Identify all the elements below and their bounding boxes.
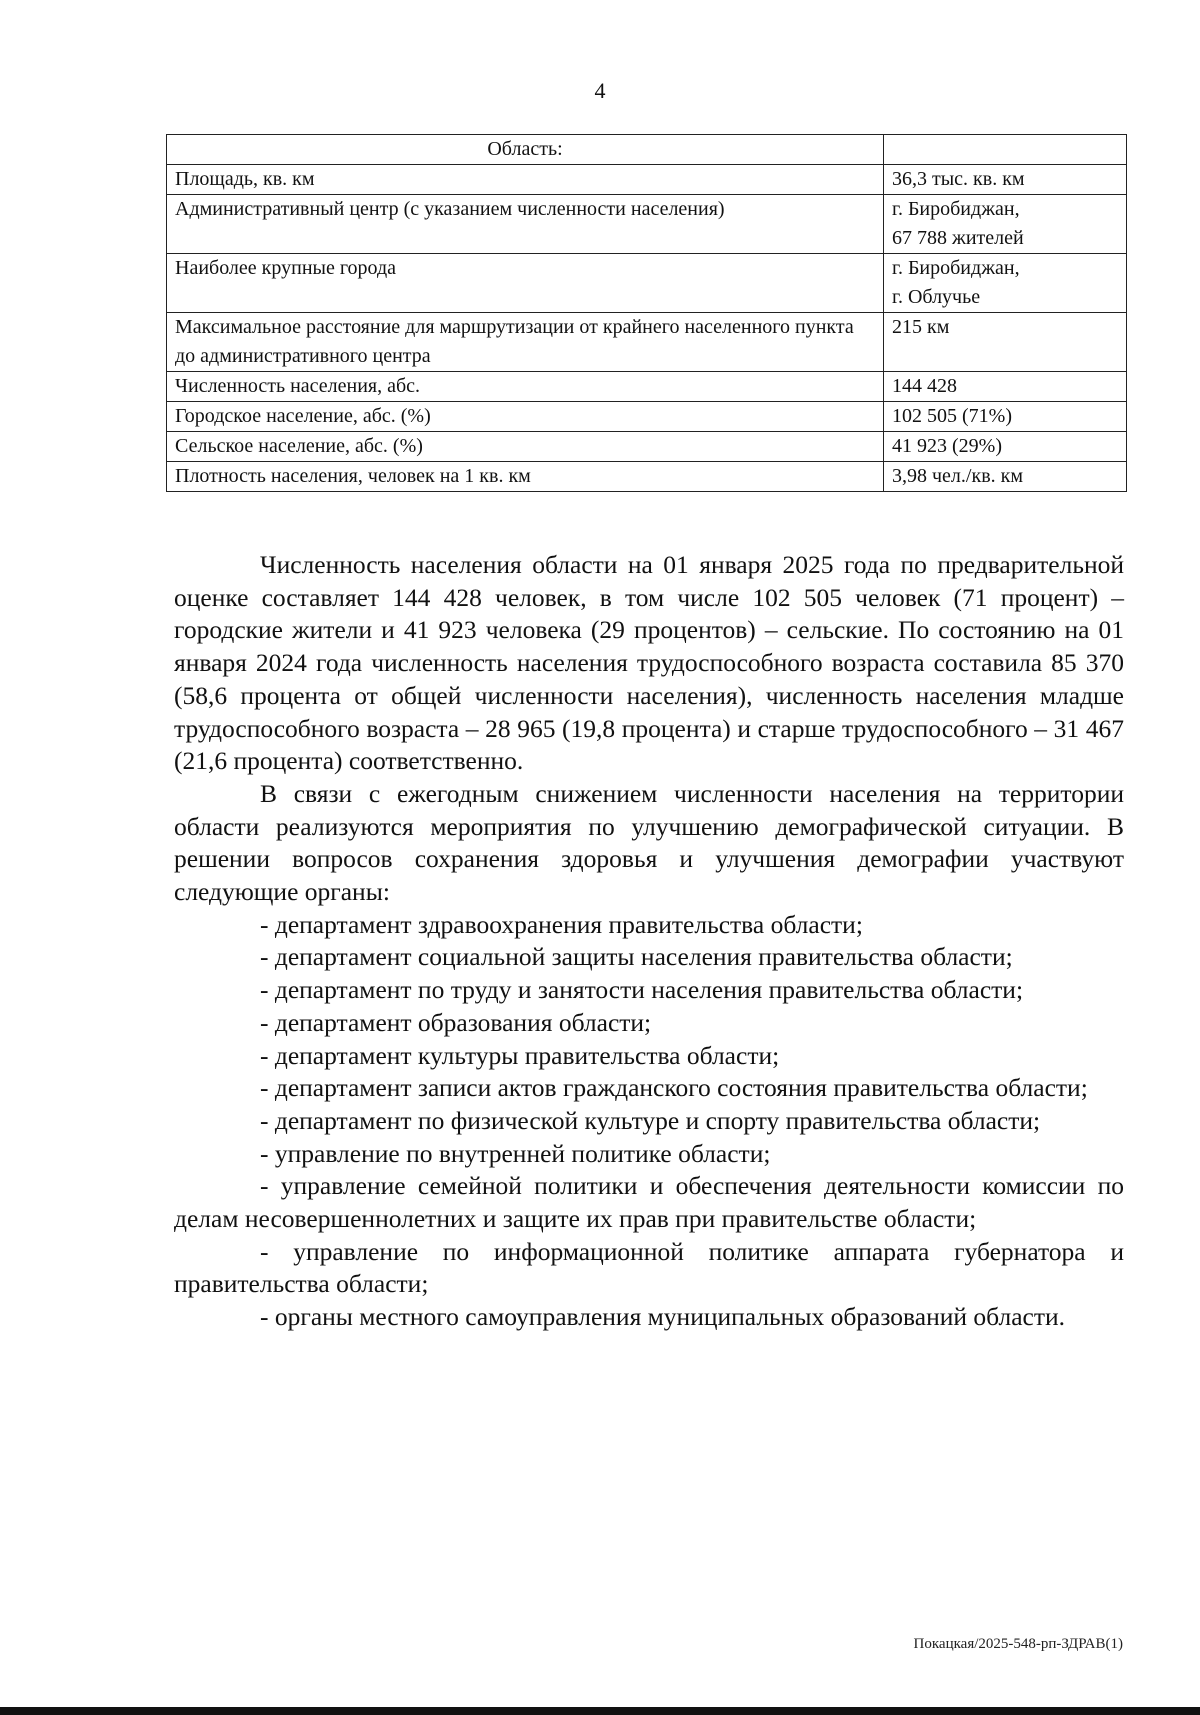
table-row-value bbox=[884, 372, 1127, 402]
paragraph: В связи с ежегодным снижением численности населения на территории области реализуются мероприятия по улучшению демографической ситуации. В решении вопросов сохранения здоровья и улучшения демографии участвуют следующие органы: bbox=[174, 778, 1124, 907]
table-row-value bbox=[884, 402, 1127, 432]
list-item: - органы местного самоуправления муниципальных образований области. bbox=[260, 1302, 1066, 1332]
table-header-row bbox=[167, 135, 1127, 165]
list-item: - департамент образования области; bbox=[260, 1007, 652, 1037]
table-row bbox=[167, 372, 1127, 402]
table-row-label: Максимальное расстояние для маршрутизации от крайнего населенного пункта до административного центра bbox=[167, 313, 884, 372]
table-row-label: Площадь, кв. км bbox=[167, 165, 884, 195]
table-row bbox=[167, 195, 1127, 254]
table-value-line: г. Биробиджан, bbox=[892, 198, 1020, 220]
list-item: - управление семейной политики и обеспечения деятельности комиссии по делам несовершеннолетних и защите их прав при правительстве области; bbox=[174, 1171, 1124, 1234]
table-row-label: Административный центр (с указанием численности населения) bbox=[167, 195, 884, 254]
table-row bbox=[167, 313, 1127, 372]
table-value-line: г. Биробиджан, bbox=[892, 257, 1020, 279]
list-item: - департамент социальной защиты населения правительства области; bbox=[260, 942, 1013, 972]
table-value-line: 67 788 жителей bbox=[892, 227, 1024, 249]
table-header-cell: Область: bbox=[167, 135, 884, 165]
scan-edge-bar bbox=[0, 1707, 1200, 1715]
table-row-value bbox=[884, 313, 1127, 372]
document-body bbox=[174, 549, 1124, 1334]
table-value-line: 102 505 (71%) bbox=[892, 405, 1012, 427]
list-item: - управление по информационной политике аппарата губернатора и правительства области; bbox=[174, 1236, 1124, 1299]
page-number: 4 bbox=[594, 78, 606, 103]
table-row-value bbox=[884, 462, 1127, 492]
table-row-label: Сельское население, абс. (%) bbox=[167, 432, 884, 462]
region-info-table bbox=[166, 134, 1127, 492]
document-footer: Покацкая/2025-548-рп-ЗДРАВ(1) bbox=[913, 1636, 1123, 1652]
table-row-value bbox=[884, 165, 1127, 195]
table-row-label: Численность населения, абс. bbox=[167, 372, 884, 402]
table-value-line: 36,3 тыс. кв. км bbox=[892, 168, 1025, 190]
list-item: - департамент по труду и занятости населения правительства области; bbox=[260, 975, 1024, 1005]
table-row bbox=[167, 165, 1127, 195]
table-row bbox=[167, 402, 1127, 432]
table-row-label: Городское население, абс. (%) bbox=[167, 402, 884, 432]
table-row-label: Наиболее крупные города bbox=[167, 254, 884, 313]
list-item: - департамент культуры правительства области; bbox=[260, 1040, 780, 1070]
table-row bbox=[167, 462, 1127, 492]
table-header-empty-cell bbox=[884, 135, 1127, 165]
table-value-line: 41 923 (29%) bbox=[892, 435, 1002, 457]
table-row-value bbox=[884, 432, 1127, 462]
table-value-line: 215 км bbox=[892, 316, 950, 338]
table-row-value bbox=[884, 195, 1127, 254]
table-row bbox=[167, 432, 1127, 462]
list-item: - департамент по физической культуре и спорту правительства области; bbox=[260, 1105, 1041, 1135]
table-value-line: г. Облучье bbox=[892, 286, 981, 308]
list-item: - департамент здравоохранения правительства области; bbox=[260, 909, 863, 939]
table-value-line: 144 428 bbox=[892, 375, 957, 397]
table-row-value bbox=[884, 254, 1127, 313]
table-value-line: 3,98 чел./кв. км bbox=[892, 465, 1024, 487]
paragraph: Численность населения области на 01 января 2025 года по предварительной оценке составляет 144 428 человек, в том числе 102 505 человек (71 процент) – городские жители и 41 923 человека (29 процентов) – сельские. По состоянию на 01 января 2024 года численность населения трудоспособного возраста составила 85 370 (58,6 процента от общей численности населения), численность населения младше трудоспособного возраста – 28 965 (19,8 процента) и старше трудоспособного – 31 467 (21,6 процента) соответственно. bbox=[174, 550, 1124, 776]
table-row bbox=[167, 254, 1127, 313]
table-row-label: Плотность населения, человек на 1 кв. км bbox=[167, 462, 884, 492]
list-item: - департамент записи актов гражданского состояния правительства области; bbox=[260, 1073, 1088, 1103]
list-item: - управление по внутренней политике области; bbox=[260, 1138, 771, 1168]
